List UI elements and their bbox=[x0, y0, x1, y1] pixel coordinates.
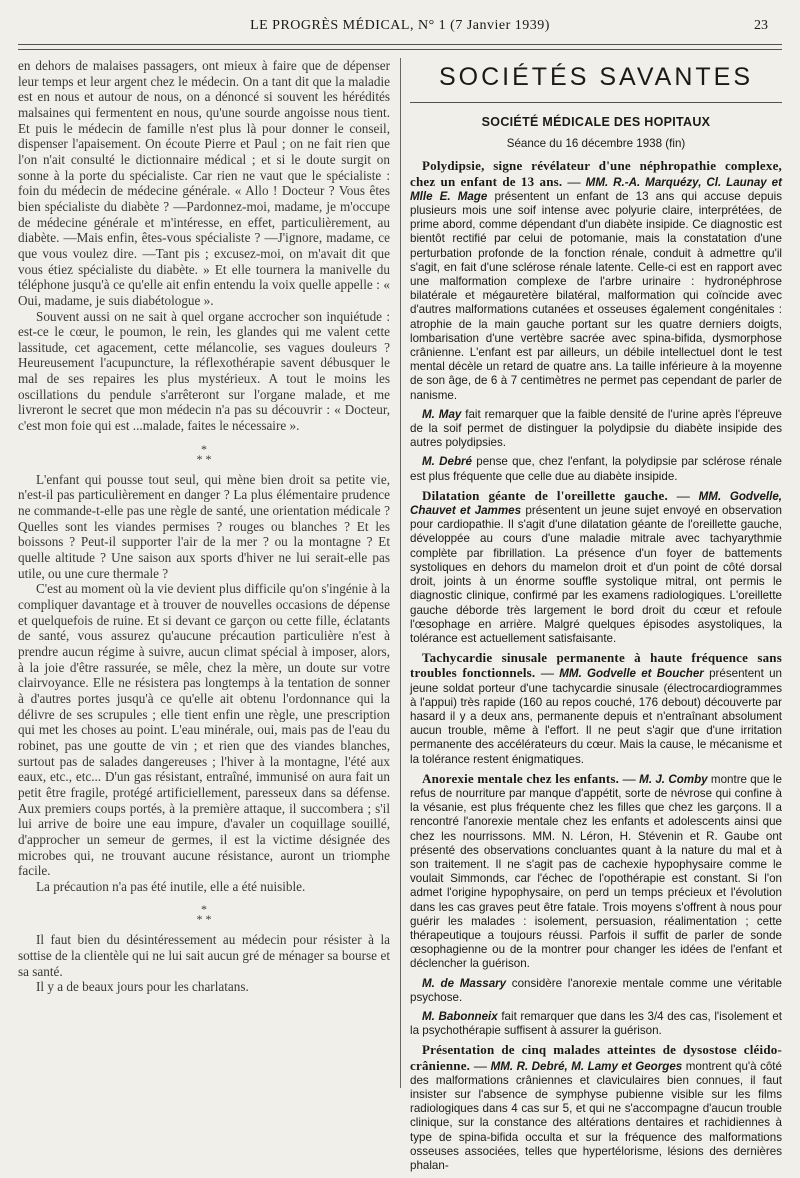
title-rule bbox=[410, 102, 782, 103]
report-title: Tachycardie sinusale permanente à haute fréquence sans troubles fonctionnels. — bbox=[410, 650, 782, 681]
discussion-body: fait remarquer que dans les 3/4 des cas, l'isolement et la psychothérapie suffisent à assurer la guérison. bbox=[410, 1009, 782, 1038]
report-title: Anorexie mentale chez les enfants. — bbox=[422, 770, 636, 786]
discussant: M. May bbox=[422, 407, 462, 421]
left-column bbox=[18, 58, 390, 995]
page-number: 23 bbox=[754, 18, 768, 33]
section-separator: * * * bbox=[196, 902, 212, 927]
report-body: présentent un jeune soldat porteur d'une tachycardie sinusale (électrocardiogrammes à l'appui) très rapide (160 au repos couché, 176 debout) découverte par hasard il y a deux ans, permanente depuis et n'entraînant absolument aucun trouble, même à l'effort. Il ne peut s'agir que d'une irritation permanente des accélérateurs du cœur. Mais la cause, le mécanisme et la tolérance restent énigmatiques. bbox=[410, 667, 782, 766]
report-title: Dilatation géante de l'oreillette gauche. — bbox=[422, 487, 690, 503]
paragraph: C'est au moment où la vie devient plus difficile qu'on s'ingénie à la compliquer davantage et à trouver de nouvelles occasions de dépense et quelquefois de ruine. Et si devant ce garçon ou cette fille, éclatants de santé, vous assurez qu'aucune précaution particulière n'est à prendre aucun régime à suivre, aucun climat spécial à imposer, alors, à la joie d'être rassurée, se mêle, chez la mère, un doute sur votre clairvoyance. Elle ne résistera pas longtemps à la tentation de sonner à d'autres portes jusqu'à ce qu'elle ait obtenu l'ordonnance qui la délivre de ses scrupules ; elle tient enfin une règle, une prescription qui met les choses au point. L'eau minérale, oui, mais pas de l'eau du robinet, pas une goutte de vin ; et rien que des viandes blanches, surtout pas de salades dangereuses ; l'hiver à la montagne, l'été aux eaux, etc., etc... D'un gas résistant, entraîné, immunisé on aura fait un petit être fragile, protégé artificiellement, paresseux dans sa défense. Aux premiers coups portés, à la première attaque, il succombera ; s'il lui arrive de boire une eau impure, d'avaler un coquillage souillé, d'approcher un semeur de germes, il est la victime désignée des microbes qui, ne trouvant aucune résistance, auront un triomphe facile. bbox=[18, 581, 390, 879]
paragraph: L'enfant qui pousse tout seul, qui mène bien droit sa petite vie, n'est-il pas particulièrement en danger ? La plus élémentaire prudence ne commande-t-elle pas une règle de santé, une orientation médicale ? Quelles sont les viandes permises ? rouges ou blanches ? Et les boissons ? Peut-il supporter l'air de la mer ? ou la montagne ? Et quelle altitude ? Une saison aux sports d'hiver ne lui serait-elle pas utile, ou une cure thermale ? bbox=[18, 471, 390, 581]
session-date: Séance du 16 décembre 1938 (fin) bbox=[506, 137, 686, 151]
report-body: montre que le refus de nourriture par manque d'appétit, sorte de névrose qui confine à la vésanie, est plus fréquente chez les filles que chez les garçons. Il a rencontré l'anorexie mentale chez les enfants et adolescents ainsi que chez les nourrissons. MM. N. Léron, H. Stévenin et R. Gaube ont présenté des observations concluantes quant à la nature du mal et à son traitement. Il ne s'agit pas de cachexie hypophysaire comme le voulait Simmonds, car l'échec de l'opothérapie est constant. Si l'on admet l'origine hypophysaire, on perd un temps précieux et l'évolution dans les cas graves peut être fatale. Trois moyens s'offrent à nous pour guérir les malades : isolement, persuasion, réalimentation ; cette thérapeutique a toujours réussi. Parfois il suffit de parler de sonde œsophagienne ou de la montrer pour changer les idées de l'enfant et déclencher la guérison. bbox=[410, 772, 782, 971]
running-title: LE PROGRÈS MÉDICAL, N° 1 (7 Janvier 1939) bbox=[250, 18, 550, 33]
report-entry bbox=[410, 1043, 782, 1173]
report-title: Présentation de cinq malades atteintes de dysostose cléido-crânienne. — bbox=[410, 1042, 782, 1073]
paragraph: Il faut bien du désintéressement au médecin pour résister à la sottise de la clientèle qui ne lui sait aucun gré de ménager sa bourse et sa santé. bbox=[18, 932, 390, 979]
discussion-body: pense que, chez l'enfant, la polydipsie par sclérose rénale est plus fréquente que celle due au diabète insipide. bbox=[410, 455, 782, 483]
report-authors: M. J. Comby bbox=[639, 772, 708, 786]
paragraph: La précaution n'a pas été inutile, elle a été nuisible. bbox=[36, 878, 306, 894]
discussion-entry bbox=[410, 408, 782, 451]
discussant: M. Debré bbox=[422, 455, 473, 469]
paragraph: Souvent aussi on ne sait à quel organe accrocher son inquiétude : est-ce le cœur, le poumon, le rein, les glandes qui me valent cette lassitude, cet agacement, cette mélancolie, ses vagues douleurs ? Heureusement l'acupuncture, la réflexothérapie savent débusquer le mal de ses repaires les plus mystérieux. A tout le moins les oscillations du pendule s'arrêteront sur l'organe malade, et me livreront le secret que mon médecin n'a pas su découvrir : « Docteur, c'est mon foie qui est ...malade, faites le nécessaire ». bbox=[18, 308, 390, 434]
right-column bbox=[410, 60, 782, 1178]
report-body: présentent un jeune sujet envoyé en observation pour cardiopathie. Il s'agit d'une dilatation géante de l'oreillette gauche, développée au cours d'une maladie mitrale avec tachyarythmie complète par fibrillation. La présence d'un foyer de battements systoliques en dehors du mamelon droit et d'un point de côté dorsal droit, joints à un énorme souffle systolique mitral, ont permis le diagnostic clinique, confirmé par les examens radiologiques. L'oreillette gauche déborde très largement le bord droit du cœur et refoule l'œsophage en arrière. Malgré quelques épisodes asystoliques, la tolérance est actuellement satisfaisante. bbox=[410, 504, 782, 645]
report-body: présentent un enfant de 13 ans qui accuse depuis plusieurs mois une soif intense avec polyurie claire, interprétées, de prime abord, comme dépendant d'un diabète insipide. Ce diagnostic est bientôt rectifié par celui de potomanie, mais la constatation d'une perturbation profonde de la fonction rénale, conduit à admettre qu'il s'agit, en fait d'une sclérose rénale latente. Celle-ci est en rapport avec une malformation complexe de l'arbre urinaire : hydronéphrose bilatérale et mégauretère bilatéral, malformation qui coïncide avec d'autres malformations cutanées et osseuses également congénitales : atrophie de la main gauche portant sur les quatre derniers doigts, lombarisation d'une vertèbre sacrée avec spina-bifida, dysmorphose crânienne. L'enfant est par ailleurs, un débile intellectuel dont le test mental décèle un retard de quatre ans. La taille inférieure à la moyenne de son âge, de 6 à 7 centimètres ne permet pas cependant de parler de nanisme. bbox=[410, 189, 782, 402]
report-entry bbox=[410, 772, 782, 972]
running-header bbox=[0, 18, 800, 40]
paragraph: Il y a de beaux jours pour les charlatans. bbox=[36, 979, 249, 995]
section-separator: * * * bbox=[196, 441, 212, 466]
discussion-entry bbox=[410, 1010, 782, 1038]
report-entry bbox=[410, 651, 782, 767]
report-title: Polydipsie, signe révélateur d'une néphropathie complexe, chez un enfant de 13 ans. — bbox=[410, 158, 782, 189]
report-body: montrent qu'à côté des malformations crâniennes et claviculaires bien connues, il faut insister sur l'absence de symphyse pubienne visible sur les films radiologiques dans 4 cas sur 5, et qui ne s'accompagne d'aucun trouble clinique, sur la constance des altérations dentaires et rachidiennes à type de spina-bifida occulta et sur la fréquence des malformations osseuses associées, telles que hypertélorisme, lésions des dernières phalan- bbox=[410, 1059, 782, 1173]
discussant: M. de Massary bbox=[422, 976, 507, 990]
report-entry bbox=[410, 159, 782, 402]
society-heading: SOCIÉTÉ MÉDICALE DES HOPITAUX bbox=[481, 115, 711, 129]
report-authors: MM. R.-A. Marquézy, Cl. Launay et Mlle E. Mage bbox=[410, 175, 782, 203]
report-authors: MM. Godvelle et Boucher bbox=[559, 667, 704, 681]
section-title: SOCIÉTÉS SAVANTES bbox=[438, 63, 754, 91]
report-authors: MM. Godvelle, Chauvet et Jammes bbox=[410, 489, 783, 518]
discussion-body: fait remarquer que la faible densité de l'urine après l'épreuve de la soif permet de distinguer la polydipsie du diabète insipide des autres polydipsies. bbox=[410, 407, 782, 450]
column-divider bbox=[400, 58, 401, 1088]
report-entry bbox=[410, 489, 782, 646]
header-rule bbox=[18, 44, 782, 50]
discussion-body: considère l'anorexie mentale comme une véritable psychose. bbox=[410, 976, 782, 1004]
discussion-entry bbox=[410, 977, 782, 1005]
report-authors: MM. R. Debré, M. Lamy et Georges bbox=[490, 1059, 683, 1073]
paragraph: en dehors de malaises passagers, ont mieux à faire que de dépenser leur temps et leur argent chez le médecin. On a tant dit que la maladie est en nous et autour de nous, on a dénoncé si souvent les hérédités malsaines qui fermentent en nous, qu'une sourde angoisse nous tient. Et puis le médecin de famille n'est plus là pour donner le conseil, dispenser l'apaisement. On écoute Pierre et Paul ; on ne fait rien que l'on n'ait consulté le dictionnaire médical ; et si le doute surgit on sonne à la porte du spécialiste. Car rien ne vaut que le spécialiste : foin du médecin de médecine générale. « Allo ! Docteur ? Vous êtes bien spécialiste du diabète ? —Pardonnez-moi, madame, je m'occupe de médecine générale et m'intéresse, en effet, particulièrement, au diabète. —Mais enfin, êtes-vous spécialiste ? —J'ignore, madame, ce que vous voulez dire. —Tant pis ; excusez-moi, on m'avait dit que vous étiez spécialiste du diabète. » Et elle tournera la manivelle du téléphone jusqu'à ce qu'elle ait enfin entendu la voix quelle appelle : « Oui, madame, je suis diabétologue ». bbox=[18, 58, 390, 308]
discussant: M. Babonneix bbox=[422, 1009, 498, 1023]
discussion-entry bbox=[410, 455, 782, 483]
